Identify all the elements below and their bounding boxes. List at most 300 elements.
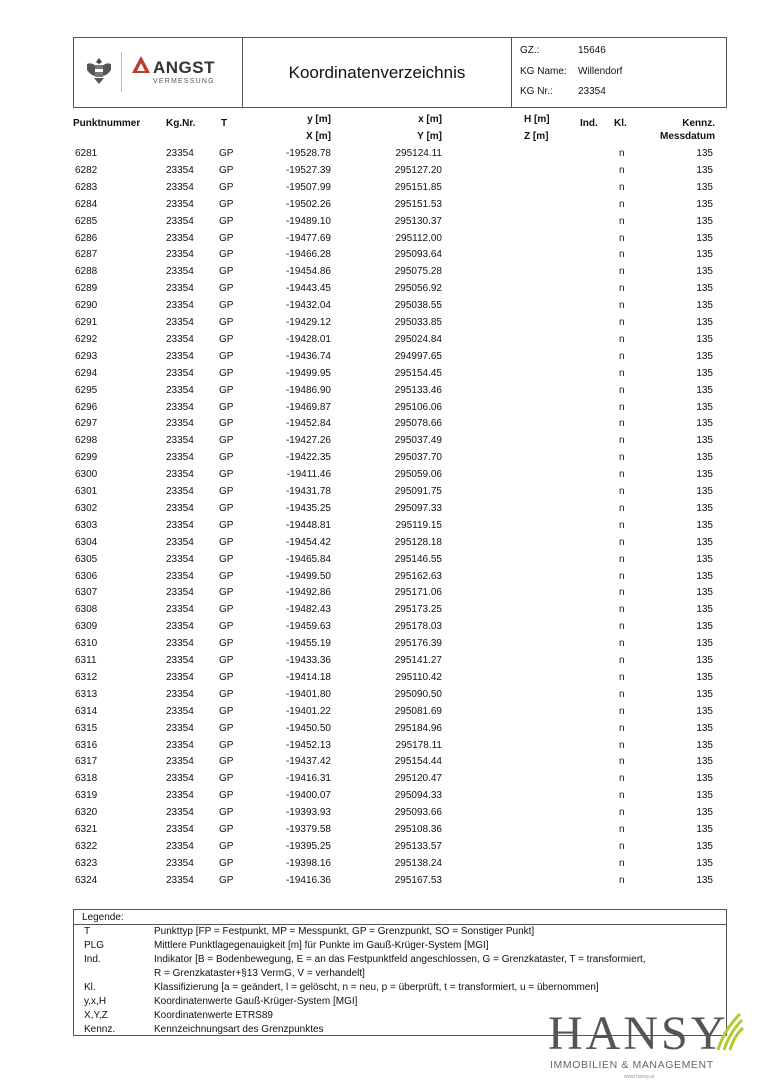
cell-y: -19455.19 [285,638,331,650]
cell-type: GP [219,739,234,751]
table-row [0,790,764,806]
legend-text: Koordinatenwerte Gauß-Krüger-System [MGI] [154,996,358,1007]
cell-x: 295167.53 [394,874,442,886]
logo-separator [121,52,122,92]
cell-kgnr: 23354 [166,198,194,210]
col-kl: Kl. [614,118,627,129]
cell-punktnummer: 6305 [75,553,98,565]
cell-kl: n [619,317,625,328]
col-ind: Ind. [580,118,598,129]
cell-x: 295173.25 [394,604,442,616]
cell-y: -19528.78 [285,148,331,159]
leaf-icon [714,1012,744,1052]
cell-punktnummer: 6296 [75,401,98,413]
cell-kennz: 135 [696,536,713,548]
cell-x: 295112.00 [395,232,442,244]
col-Z: Z [m] [524,131,549,142]
cell-punktnummer: 6292 [75,333,98,345]
cell-punktnummer: 6320 [75,807,98,819]
cell-x: 295059.06 [394,469,442,481]
cell-type: GP [219,604,234,616]
cell-y: -19428.01 [285,333,331,345]
cell-x: 295075.28 [394,266,442,278]
cell-x: 295176.39 [394,638,442,650]
cell-kennz: 135 [696,638,713,650]
legend-key: T [84,926,91,937]
cell-punktnummer: 6281 [75,148,98,159]
cell-kgnr: 23354 [166,401,194,413]
legend-title: Legende: [82,912,124,923]
legend-key: X,Y,Z [84,1010,108,1021]
table-row [0,655,764,671]
cell-punktnummer: 6288 [75,266,98,278]
cell-type: GP [219,181,234,193]
cell-type: GP [219,570,234,582]
cell-kgnr: 23354 [166,604,194,616]
cell-punktnummer: 6290 [75,300,98,312]
cell-x: 295151.53 [394,198,442,210]
cell-kgnr: 23354 [166,519,194,531]
cell-y: -19436.74 [285,350,331,362]
title-cell [243,38,512,107]
cell-kl: n [619,638,625,650]
table-row [0,706,764,722]
cell-type: GP [219,350,234,362]
cell-x: 295184.96 [394,722,442,734]
cell-kl: n [619,874,625,886]
table-row [0,233,764,249]
cell-x: 295037.70 [394,452,442,464]
cell-type: GP [219,638,234,650]
cell-punktnummer: 6300 [75,469,98,481]
legend-text: Klassifizierung [a = geändert, l = gelöscht, n = neu, p = überprüft, t = transformiert, u = übernommen] [154,982,599,993]
cell-kl: n [619,198,625,210]
cell-kennz: 135 [696,215,713,227]
col-X: X [m] [306,131,331,142]
cell-kennz: 135 [696,333,713,345]
cell-punktnummer: 6297 [75,418,98,430]
cell-x: 295108.36 [394,824,442,835]
cell-kennz: 135 [696,401,713,413]
table-row [0,554,764,570]
table-row [0,165,764,181]
cell-kennz: 135 [696,604,713,616]
cell-y: -19437.42 [285,756,331,768]
cell-type: GP [219,502,234,514]
table-row [0,756,764,772]
cell-kennz: 135 [696,148,713,159]
cell-y: -19477.69 [285,232,331,244]
cell-x: 295090.50 [394,688,442,700]
cell-y: -19435.25 [285,502,331,514]
cell-kgnr: 23354 [166,249,194,261]
cell-punktnummer: 6319 [75,790,98,802]
meta-label: KG Name: [520,66,567,77]
cell-kl: n [619,418,625,430]
cell-kgnr: 23354 [166,486,194,497]
cell-punktnummer: 6308 [75,604,98,616]
cell-y: -19401.80 [285,688,331,700]
cell-kennz: 135 [696,824,713,835]
cell-y: -19432.04 [285,300,331,312]
cell-kl: n [619,773,625,785]
table-row [0,824,764,840]
cell-kennz: 135 [696,164,713,176]
cell-type: GP [219,198,234,210]
cell-kennz: 135 [696,756,713,768]
cell-y: -19416.31 [285,773,331,785]
cell-kgnr: 23354 [166,536,194,548]
cell-kennz: 135 [696,519,713,531]
cell-kennz: 135 [696,671,713,683]
cell-y: -19443.45 [285,283,331,295]
cell-kgnr: 23354 [166,317,194,328]
cell-punktnummer: 6286 [75,232,98,244]
cell-type: GP [219,148,234,159]
cell-kl: n [619,164,625,176]
cell-punktnummer: 6311 [75,655,97,666]
cell-type: GP [219,367,234,379]
cell-x: 295078.66 [394,418,442,430]
cell-kennz: 135 [696,384,713,396]
cell-y: -19489.10 [285,215,331,227]
cell-y: -19433.36 [285,655,331,666]
cell-type: GP [219,655,234,666]
cell-kgnr: 23354 [166,333,194,345]
cell-x: 295146.55 [394,553,442,565]
cell-kgnr: 23354 [166,350,194,362]
cell-kgnr: 23354 [166,181,194,193]
cell-y: -19422.35 [285,452,331,464]
cell-x: 295130.37 [394,215,442,227]
cell-type: GP [219,587,234,599]
table-row [0,300,764,316]
cell-kl: n [619,587,625,599]
table-row [0,368,764,384]
cell-kennz: 135 [696,350,713,362]
hansy-brand: HANSY [548,1007,729,1060]
cell-punktnummer: 6316 [75,739,98,751]
meta-cell [512,38,726,107]
cell-punktnummer: 6302 [75,502,98,514]
col-t: T [221,118,228,129]
table-row [0,621,764,637]
cell-type: GP [219,418,234,430]
cell-punktnummer: 6284 [75,198,98,210]
cell-kennz: 135 [696,790,713,802]
table-row [0,537,764,553]
cell-kennz: 135 [696,553,713,565]
cell-type: GP [219,857,234,869]
meta-gz [520,45,606,56]
cell-kl: n [619,536,625,548]
table-row [0,773,764,789]
cell-punktnummer: 6285 [75,215,98,227]
cell-x: 295151.85 [394,181,442,193]
cell-type: GP [219,536,234,548]
cell-kgnr: 23354 [166,840,194,852]
cell-y: -19452.13 [285,739,331,751]
legend-key: Kennz. [84,1024,116,1035]
cell-x: 295119.15 [395,519,442,531]
cell-y: -19431.78 [285,486,331,497]
cell-y: -19395.25 [285,840,331,852]
cell-type: GP [219,722,234,734]
cell-kl: n [619,283,625,295]
hansy-url: www.hansy.at [624,1074,655,1080]
cell-y: -19416.36 [285,874,331,886]
cell-kl: n [619,333,625,345]
cell-punktnummer: 6313 [75,688,98,700]
table-row [0,402,764,418]
cell-x: 295178.11 [395,739,442,751]
cell-punktnummer: 6307 [75,587,98,599]
cell-kl: n [619,469,625,481]
cell-kl: n [619,790,625,802]
cell-kennz: 135 [696,705,713,717]
cell-x: 295093.66 [394,807,442,819]
cell-x: 295127.20 [394,164,442,176]
cell-kennz: 135 [696,486,713,497]
cell-punktnummer: 6322 [75,840,98,852]
col-kennz: Kennz. [682,118,715,129]
table-row [0,604,764,620]
cell-y: -19400.07 [285,790,331,802]
cell-type: GP [219,688,234,700]
cell-kennz: 135 [696,317,713,328]
cell-kennz: 135 [696,469,713,481]
cell-type: GP [219,671,234,683]
cell-kennz: 135 [696,452,713,464]
legend-text: Mittlere Punktlagegenauigkeit [m] für Punkte im Gauß-Krüger-System [MGI] [154,940,489,951]
cell-punktnummer: 6315 [75,722,98,734]
cell-kennz: 135 [696,502,713,514]
cell-y: -19429.12 [285,317,331,328]
table-row [0,689,764,705]
cell-kl: n [619,570,625,582]
table-row [0,283,764,299]
cell-kl: n [619,519,625,531]
cell-x: 295093.64 [394,249,442,261]
cell-kl: n [619,350,625,362]
cell-kgnr: 23354 [166,469,194,481]
table-row [0,807,764,823]
cell-kgnr: 23354 [166,384,194,396]
cell-y: -19398.16 [285,857,331,869]
cell-y: -19401.22 [285,705,331,717]
cell-type: GP [219,553,234,565]
cell-type: GP [219,232,234,244]
cell-type: GP [219,705,234,717]
cell-kl: n [619,181,625,193]
cell-kgnr: 23354 [166,300,194,312]
cell-y: -19393.93 [285,807,331,819]
cell-y: -19502.26 [285,198,331,210]
meta-kg-nr [520,86,606,97]
col-messdatum: Messdatum [659,131,715,142]
cell-kgnr: 23354 [166,688,194,700]
cell-kl: n [619,688,625,700]
cell-kl: n [619,148,625,159]
cell-type: GP [219,300,234,312]
cell-type: GP [219,452,234,464]
angst-logo-icon [131,55,151,75]
col-x: x [m] [418,114,442,125]
cell-kgnr: 23354 [166,638,194,650]
table-row [0,469,764,485]
cell-y: -19454.42 [285,536,331,548]
cell-type: GP [219,469,234,481]
cell-kgnr: 23354 [166,756,194,768]
hansy-subtitle: IMMOBILIEN & MANAGEMENT [550,1059,714,1071]
table-row [0,520,764,536]
cell-x: 295120.47 [394,773,442,785]
cell-x: 295110.42 [395,671,442,683]
table-row [0,334,764,350]
table-row [0,182,764,198]
cell-punktnummer: 6306 [75,570,98,582]
cell-y: -19450.50 [285,722,331,734]
cell-type: GP [219,266,234,278]
cell-y: -19459.63 [285,621,331,633]
cell-x: 295038.55 [394,300,442,312]
cell-kennz: 135 [696,418,713,430]
cell-kl: n [619,739,625,751]
legend-divider [74,924,726,925]
cell-type: GP [219,756,234,768]
cell-kl: n [619,722,625,734]
legend-text: Punkttyp [FP = Festpunkt, MP = Messpunkt, GP = Grenzpunkt, SO = Sonstiger Punkt] [154,926,535,937]
table-row [0,148,764,164]
cell-punktnummer: 6318 [75,773,98,785]
cell-x: 295154.44 [394,756,442,768]
cell-type: GP [219,824,234,835]
cell-kgnr: 23354 [166,418,194,430]
cell-kl: n [619,249,625,261]
cell-x: 295091.75 [394,486,442,497]
cell-kgnr: 23354 [166,452,194,464]
cell-kl: n [619,840,625,852]
cell-kl: n [619,384,625,396]
meta-value: 15646 [578,45,606,56]
cell-kennz: 135 [696,198,713,210]
cell-type: GP [219,283,234,295]
cell-kgnr: 23354 [166,874,194,886]
cell-kl: n [619,553,625,565]
cell-y: -19499.95 [285,367,331,379]
cell-x: 295133.46 [394,384,442,396]
cell-y: -19411.46 [286,469,331,481]
cell-kl: n [619,367,625,379]
table-row [0,199,764,215]
meta-kg-name [520,66,622,77]
cell-kgnr: 23354 [166,722,194,734]
cell-kennz: 135 [696,655,713,666]
cell-kgnr: 23354 [166,587,194,599]
cell-kennz: 135 [696,266,713,278]
cell-y: -19427.26 [285,435,331,447]
legend-text: Koordinatenwerte ETRS89 [154,1010,273,1021]
cell-kennz: 135 [696,807,713,819]
cell-x: 295024.84 [394,333,442,345]
table-row [0,435,764,451]
cell-kgnr: 23354 [166,283,194,295]
meta-label: KG Nr.: [520,86,553,97]
col-y: y [m] [307,114,331,125]
cell-punktnummer: 6301 [75,486,98,497]
cell-type: GP [219,215,234,227]
cell-kgnr: 23354 [166,435,194,447]
cell-x: 295133.57 [394,840,442,852]
cell-kl: n [619,705,625,717]
cell-punktnummer: 6312 [75,671,98,683]
cell-y: -19486.90 [285,384,331,396]
cell-kl: n [619,486,625,497]
austrian-eagle-icon [82,54,116,88]
cell-punktnummer: 6324 [75,874,98,886]
cell-kl: n [619,807,625,819]
table-row [0,723,764,739]
cell-kgnr: 23354 [166,553,194,565]
logo-brand: ANGST [153,58,215,77]
legend-text: Indikator [B = Bodenbewegung, E = an das Festpunktfeld angeschlossen, G = Grenzkataster, T = transformiert, [154,954,646,965]
cell-kgnr: 23354 [166,705,194,717]
table-row [0,452,764,468]
meta-label: GZ.: [520,45,540,56]
cell-kgnr: 23354 [166,773,194,785]
cell-kgnr: 23354 [166,857,194,869]
cell-y: -19469.87 [285,401,331,413]
cell-x: 295154.45 [394,367,442,379]
cell-punktnummer: 6303 [75,519,98,531]
cell-kl: n [619,655,625,666]
table-row [0,638,764,654]
cell-kgnr: 23354 [166,570,194,582]
cell-kl: n [619,671,625,683]
cell-y: -19499.50 [285,570,331,582]
cell-x: 295097.33 [394,502,442,514]
cell-y: -19452.84 [285,418,331,430]
cell-punktnummer: 6293 [75,350,98,362]
table-row [0,317,764,333]
cell-kgnr: 23354 [166,232,194,244]
col-punktnummer: Punktnummer [73,118,141,129]
cell-type: GP [219,840,234,852]
table-row [0,266,764,282]
cell-kennz: 135 [696,874,713,886]
cell-kgnr: 23354 [166,655,194,666]
cell-kgnr: 23354 [166,148,194,159]
logo-area [74,38,243,107]
cell-type: GP [219,401,234,413]
cell-kl: n [619,857,625,869]
cell-kl: n [619,502,625,514]
cell-punktnummer: 6289 [75,283,98,295]
cell-kgnr: 23354 [166,266,194,278]
cell-kennz: 135 [696,367,713,379]
cell-y: -19465.84 [285,553,331,565]
cell-type: GP [219,519,234,531]
cell-kennz: 135 [696,621,713,633]
legend-key: Ind. [84,954,101,965]
cell-punktnummer: 6317 [75,756,98,768]
cell-x: 295128.18 [394,536,442,548]
cell-kennz: 135 [696,283,713,295]
cell-kennz: 135 [696,300,713,312]
legend-key: PLG [84,940,105,951]
cell-kgnr: 23354 [166,367,194,379]
table-row [0,216,764,232]
